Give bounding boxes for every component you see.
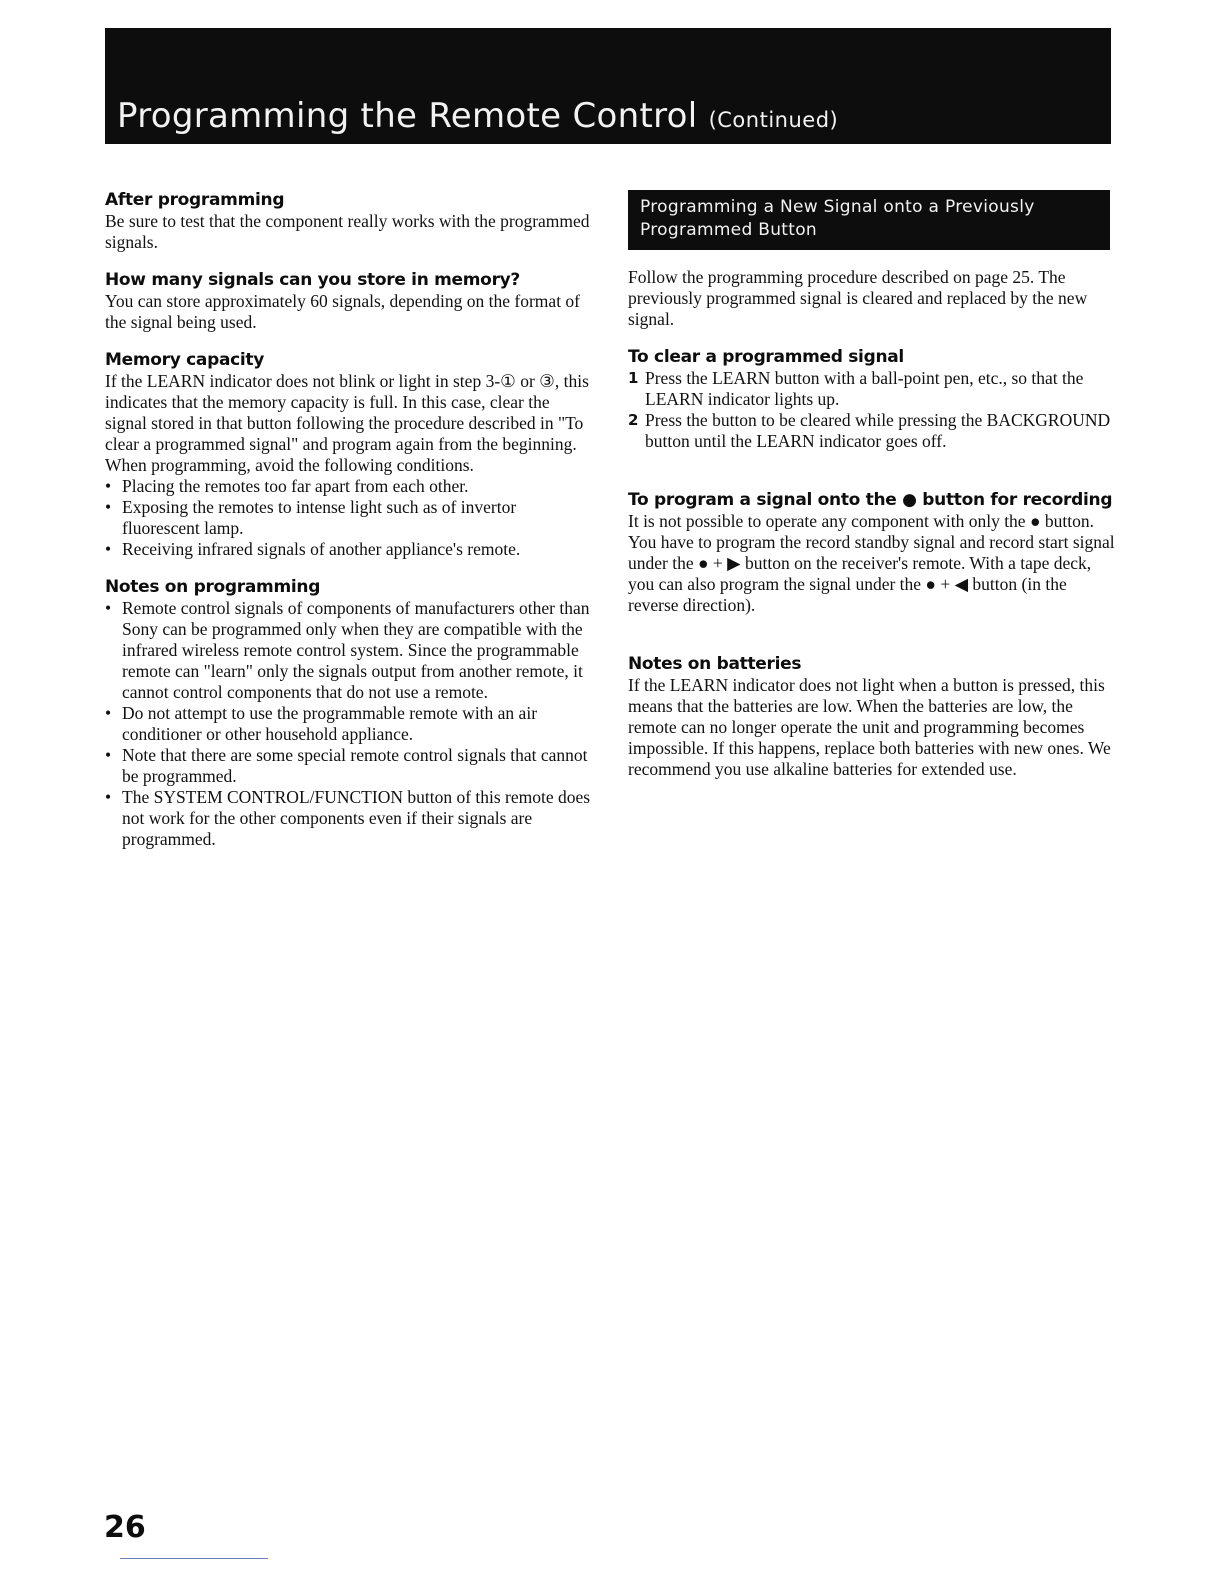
section-how-many-signals xyxy=(105,270,595,333)
section-notes-on-programming xyxy=(105,577,595,850)
section-heading: Notes on programming xyxy=(105,577,321,597)
step-item xyxy=(628,410,1118,452)
bullet-icon: • xyxy=(105,745,112,765)
list-item-text: Exposing the remotes to intense light such as of invertor fluorescent lamp. xyxy=(122,497,517,538)
condition-list xyxy=(105,476,595,560)
page-number: 26 xyxy=(104,1510,146,1545)
step-list xyxy=(628,368,1118,452)
list-item-text: The SYSTEM CONTROL/FUNCTION button of this remote does not work for the other components even if their signals are programmed. xyxy=(122,787,591,849)
bullet-icon: • xyxy=(105,703,112,723)
list-item xyxy=(105,598,595,703)
list-item xyxy=(105,745,595,787)
section-memory-capacity xyxy=(105,350,595,560)
section-heading: To program a signal onto the ● button for recording xyxy=(628,490,1113,510)
list-item-text: Remote control signals of components of manufacturers other than Sony can be programmed only when they are compatible with the infrared wireless remote control system. Since the programmable remote can "learn" only the signals output from another remote, it cannot control components that do not use a remote. xyxy=(122,598,590,702)
footer-rule xyxy=(120,1558,268,1559)
bullet-icon: • xyxy=(105,497,112,517)
notes-list xyxy=(105,598,595,850)
bullet-icon: • xyxy=(105,539,112,559)
page-header-banner xyxy=(105,28,1111,144)
bullet-icon: • xyxy=(105,787,112,807)
step-item xyxy=(628,368,1118,410)
page-title-text: Programming the Remote Control xyxy=(117,96,698,136)
section-text: If the LEARN indicator does not light when a button is pressed, this means that the batteries are low. When the batteries are low, the remote can no longer operate the unit and programming becomes impossible. If this happens, replace both batteries with new ones. We recommend you use alkaline batteries for extended use. xyxy=(628,675,1111,779)
section-intro xyxy=(628,267,1118,330)
list-item xyxy=(105,703,595,745)
list-item xyxy=(105,476,595,497)
right-column xyxy=(628,190,1118,797)
section-text: Follow the programming procedure described on page 25. The previously programmed signal is cleared and replaced by the new signal. xyxy=(628,267,1088,329)
step-number: 1 xyxy=(628,369,639,387)
section-heading: Notes on batteries xyxy=(628,654,802,674)
page-title xyxy=(117,96,838,136)
section-text: If the LEARN indicator does not blink or light in step 3-① or ③, this indicates that the memory capacity is full. In this case, clear the signal stored in that button following the procedure described in "To clear a programmed signal" and program again from the beginning. When programming, avoid the following conditions. xyxy=(105,371,589,475)
section-heading: How many signals can you store in memory? xyxy=(105,270,520,290)
step-text: Press the LEARN button with a ball-point pen, etc., so that the LEARN indicator lights up. xyxy=(645,368,1084,409)
section-after-programming xyxy=(105,190,595,253)
section-text: You can store approximately 60 signals, depending on the format of the signal being used. xyxy=(105,291,581,332)
bullet-icon: • xyxy=(105,598,112,618)
list-item xyxy=(105,539,595,560)
section-heading: To clear a programmed signal xyxy=(628,347,904,367)
step-number: 2 xyxy=(628,411,639,429)
list-item-text: Placing the remotes too far apart from each other. xyxy=(122,476,469,496)
list-item xyxy=(105,787,595,850)
list-item xyxy=(105,497,595,539)
section-text: It is not possible to operate any component with only the ● button. You have to program the record standby signal and record start signal under the ● + ▶ button on the receiver's remote. With a tape deck, you can also program the signal under the ● + ◀ button (in the reverse direction). xyxy=(628,511,1115,615)
section-record-button xyxy=(628,490,1118,616)
list-item-text: Do not attempt to use the programmable remote with an air conditioner or other household appliance. xyxy=(122,703,538,744)
subsection-banner: Programming a New Signal onto a Previously Programmed Button xyxy=(628,190,1110,250)
section-clear-signal xyxy=(628,347,1118,452)
bullet-icon: • xyxy=(105,476,112,496)
section-text: Be sure to test that the component really works with the programmed signals. xyxy=(105,211,590,252)
left-column xyxy=(105,190,595,867)
section-heading: Memory capacity xyxy=(105,350,265,370)
section-notes-on-batteries xyxy=(628,654,1118,780)
section-heading: After programming xyxy=(105,190,285,210)
step-text: Press the button to be cleared while pressing the BACKGROUND button until the LEARN indicator goes off. xyxy=(645,410,1111,451)
list-item-text: Note that there are some special remote control signals that cannot be programmed. xyxy=(122,745,588,786)
continued-label: (Continued) xyxy=(708,108,839,132)
list-item-text: Receiving infrared signals of another appliance's remote. xyxy=(122,539,521,559)
